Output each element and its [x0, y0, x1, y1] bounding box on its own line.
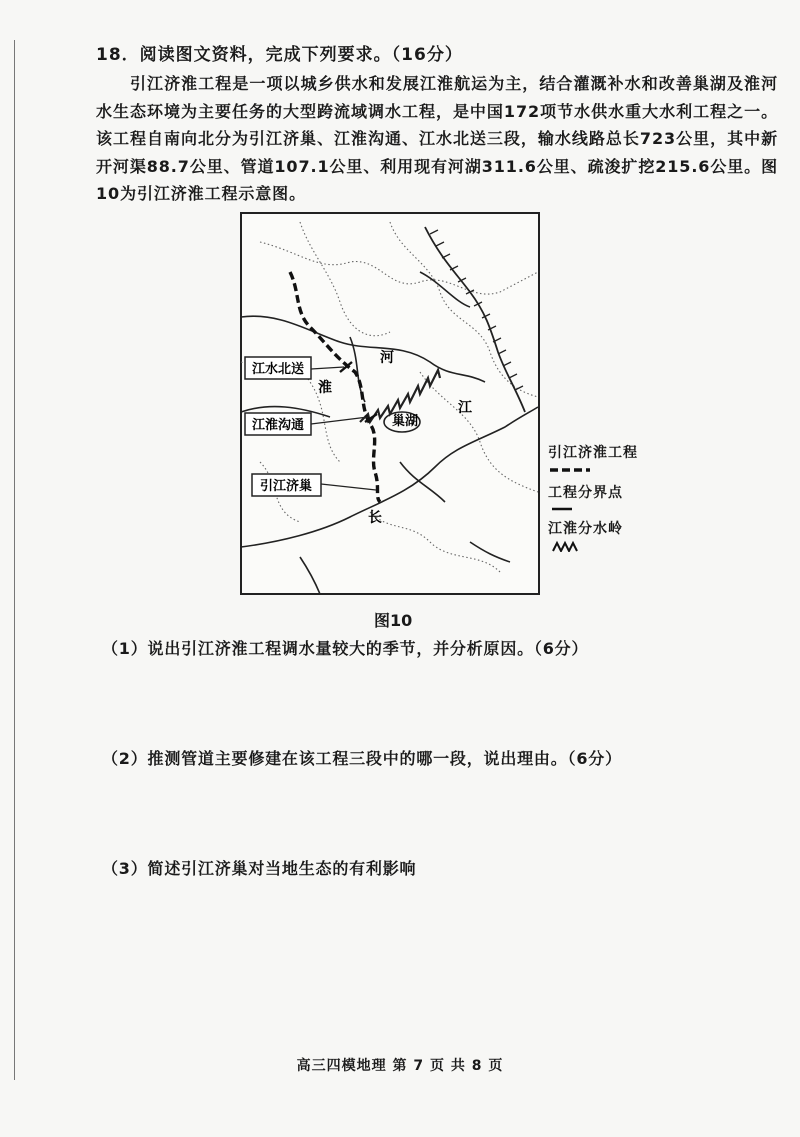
- label-jiang: 江: [458, 400, 472, 416]
- label-he: 河: [380, 350, 394, 366]
- project-map: [240, 212, 540, 595]
- page-footer: 高三四模地理 第 7 页 共 8 页: [296, 1058, 504, 1074]
- label-north: 江水北送: [251, 362, 305, 377]
- question-title: 18．阅读图文资料，完成下列要求。（16分）: [96, 45, 463, 65]
- page-margin-line: [14, 40, 15, 1080]
- map-frame: [241, 213, 539, 594]
- sub-question-2: （2）推测管道主要修建在该工程三段中的哪一段，说出理由。（6分）: [102, 749, 622, 768]
- sub-question-3: （3）简述引江济巢对当地生态的有利影响: [102, 859, 417, 878]
- label-huai: 淮: [318, 380, 332, 396]
- legend-project-symbol: [550, 466, 590, 474]
- legend-project-label: 引江济淮工程: [548, 445, 638, 461]
- legend-watershed-label: 江淮分水岭: [548, 521, 623, 537]
- label-south: 引江济巢: [259, 479, 313, 494]
- legend-boundary-label: 工程分界点: [548, 485, 623, 501]
- label-chang: 长: [368, 510, 382, 526]
- figure-caption: 图10: [374, 611, 413, 630]
- label-chaohu: 巢湖: [392, 414, 419, 429]
- legend-watershed-symbol: [552, 540, 580, 552]
- label-middle: 江淮沟通: [251, 418, 305, 433]
- legend-boundary-symbol: [550, 504, 574, 514]
- map-svg: [240, 212, 540, 595]
- question-intro: 引江济淮工程是一项以城乡供水和发展江淮航运为主，结合灌溉补水和改善巢湖及淮河水生态环境为主要任务的大型跨流域调水工程，是中国172项节水供水重大水利工程之一。该工程自南向北分为引江济巢、江淮沟通、江水北送三段，输水线路总长723公里，其中新开河渠88.7公里、管道107.1公里、利用现有河湖311.6公里、疏浚扩挖215.6公里。图10为引江济淮工程示意图。: [96, 74, 778, 203]
- sub-question-1: （1）说出引江济淮工程调水量较大的季节，并分析原因。（6分）: [102, 639, 589, 658]
